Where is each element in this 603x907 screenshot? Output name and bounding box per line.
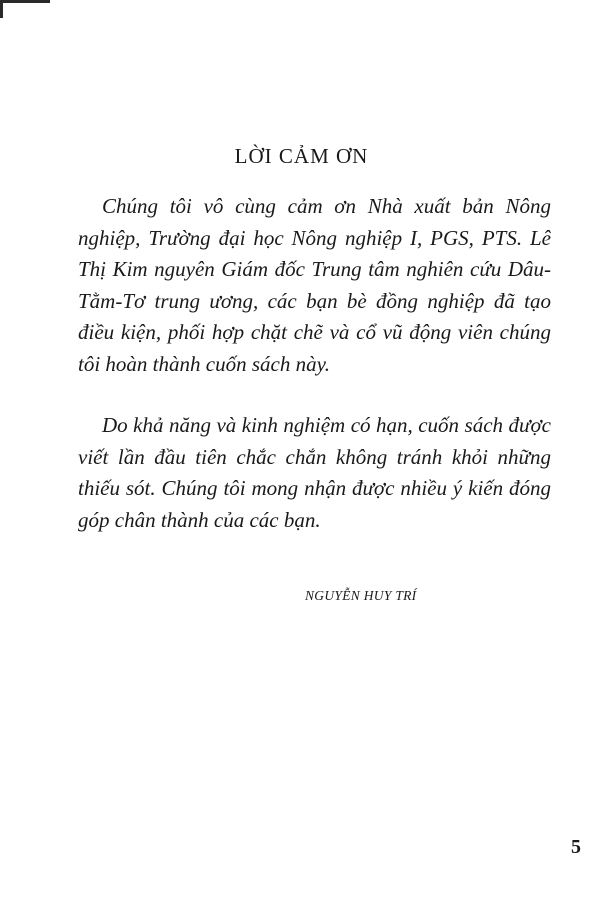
acknowledgement-paragraph-1: Chúng tôi vô cùng cảm ơn Nhà xuất bản Nông nghiệp, Trường đại học Nông nghiệp I, PGS, PTS. Lê Thị Kim nguyên Giám đốc Trung tâm nghiên cứu Dâu-Tằm-Tơ trung ương, các bạn bè đồng nghiệp đã tạo điều kiện, phối hợp chặt chẽ và cổ vũ động viên chúng tôi hoàn thành cuốn sách này.: [78, 194, 551, 376]
author-signature: NGUYỄN HUY TRÍ: [305, 588, 417, 603]
page-title: LỜI CẢM ƠN: [234, 144, 369, 168]
acknowledgement-paragraph-2: Do khả năng và kinh nghiệm có hạn, cuốn sách được viết lần đầu tiên chắc chắn không tránh khỏi những thiếu sót. Chúng tôi mong nhận được nhiều ý kiến đóng góp chân thành của các bạn.: [78, 413, 551, 532]
scan-corner-mark: [0, 0, 50, 3]
page-number: 5: [571, 836, 581, 858]
scan-corner-mark-vertical: [0, 0, 3, 18]
